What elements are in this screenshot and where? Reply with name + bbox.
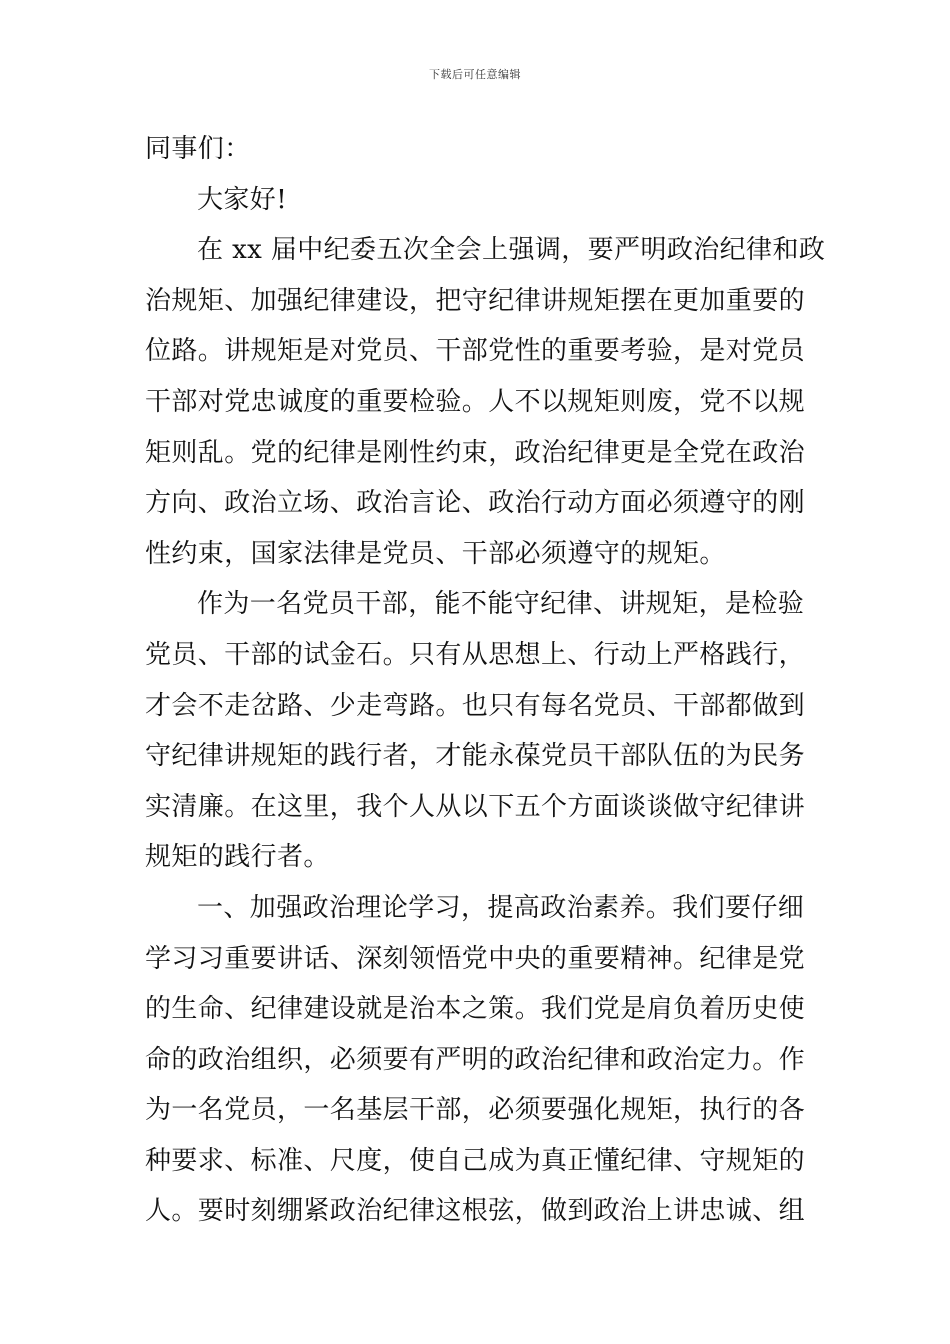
text-line: 在 xx 届中纪委五次全会上强调，要严明政治纪律和政 [197, 235, 826, 266]
text-line: 人。要时刻绷紧政治纪律这根弦，做到政治上讲忠诚、组 [145, 1196, 806, 1227]
text-line: 的生命、纪律建设就是治本之策。我们党是肩负着历史使 [145, 994, 806, 1025]
text-line: 位路。讲规矩是对党员、干部党性的重要考验，是对党员 [145, 336, 806, 367]
text-line: 为一名党员，一名基层干部，必须要强化规矩，执行的各 [145, 1095, 806, 1126]
text-line: 方向、政治立场、政治言论、政治行动方面必须遵守的刚 [145, 488, 806, 519]
text-line: 规矩的践行者。 [145, 842, 330, 873]
document-body [145, 124, 826, 1237]
text-line: 才会不走岔路、少走弯路。也只有每名党员、干部都做到 [145, 690, 806, 721]
text-line: 党员、干部的试金石。只有从思想上、行动上严格践行， [145, 639, 806, 670]
text-line: 矩则乱。党的纪律是刚性约束，政治纪律更是全党在政治 [145, 437, 806, 468]
text-line: 治规矩、加强纪律建设，把守纪律讲规矩摆在更加重要的 [145, 285, 806, 316]
text-line: 种要求、标准、尺度，使自己成为真正懂纪律、守规矩的 [145, 1145, 806, 1176]
text-line: 大家好! [197, 184, 288, 215]
text-line: 学习习重要讲话、深刻领悟党中央的重要精神。纪律是党 [145, 943, 806, 974]
text-line: 守纪律讲规矩的践行者，才能永葆党员干部队伍的为民务 [145, 741, 806, 772]
text-line: 作为一名党员干部，能不能守纪律、讲规矩，是检验 [197, 589, 805, 620]
text-line: 性约束，国家法律是党员、干部必须遵守的规矩。 [145, 538, 726, 569]
text-line: 实清廉。在这里，我个人从以下五个方面谈谈做守纪律讲 [145, 791, 806, 822]
page-header: 下载后可任意编辑 [429, 68, 521, 81]
text-line: 命的政治组织，必须要有严明的政治纪律和政治定力。作 [145, 1044, 806, 1075]
text-line: 一、加强政治理论学习，提高政治素养。我们要仔细 [197, 892, 805, 923]
text-line: 干部对党忠诚度的重要检验。人不以规矩则废，党不以规 [145, 386, 806, 417]
text-line: 同事们： [145, 134, 251, 164]
